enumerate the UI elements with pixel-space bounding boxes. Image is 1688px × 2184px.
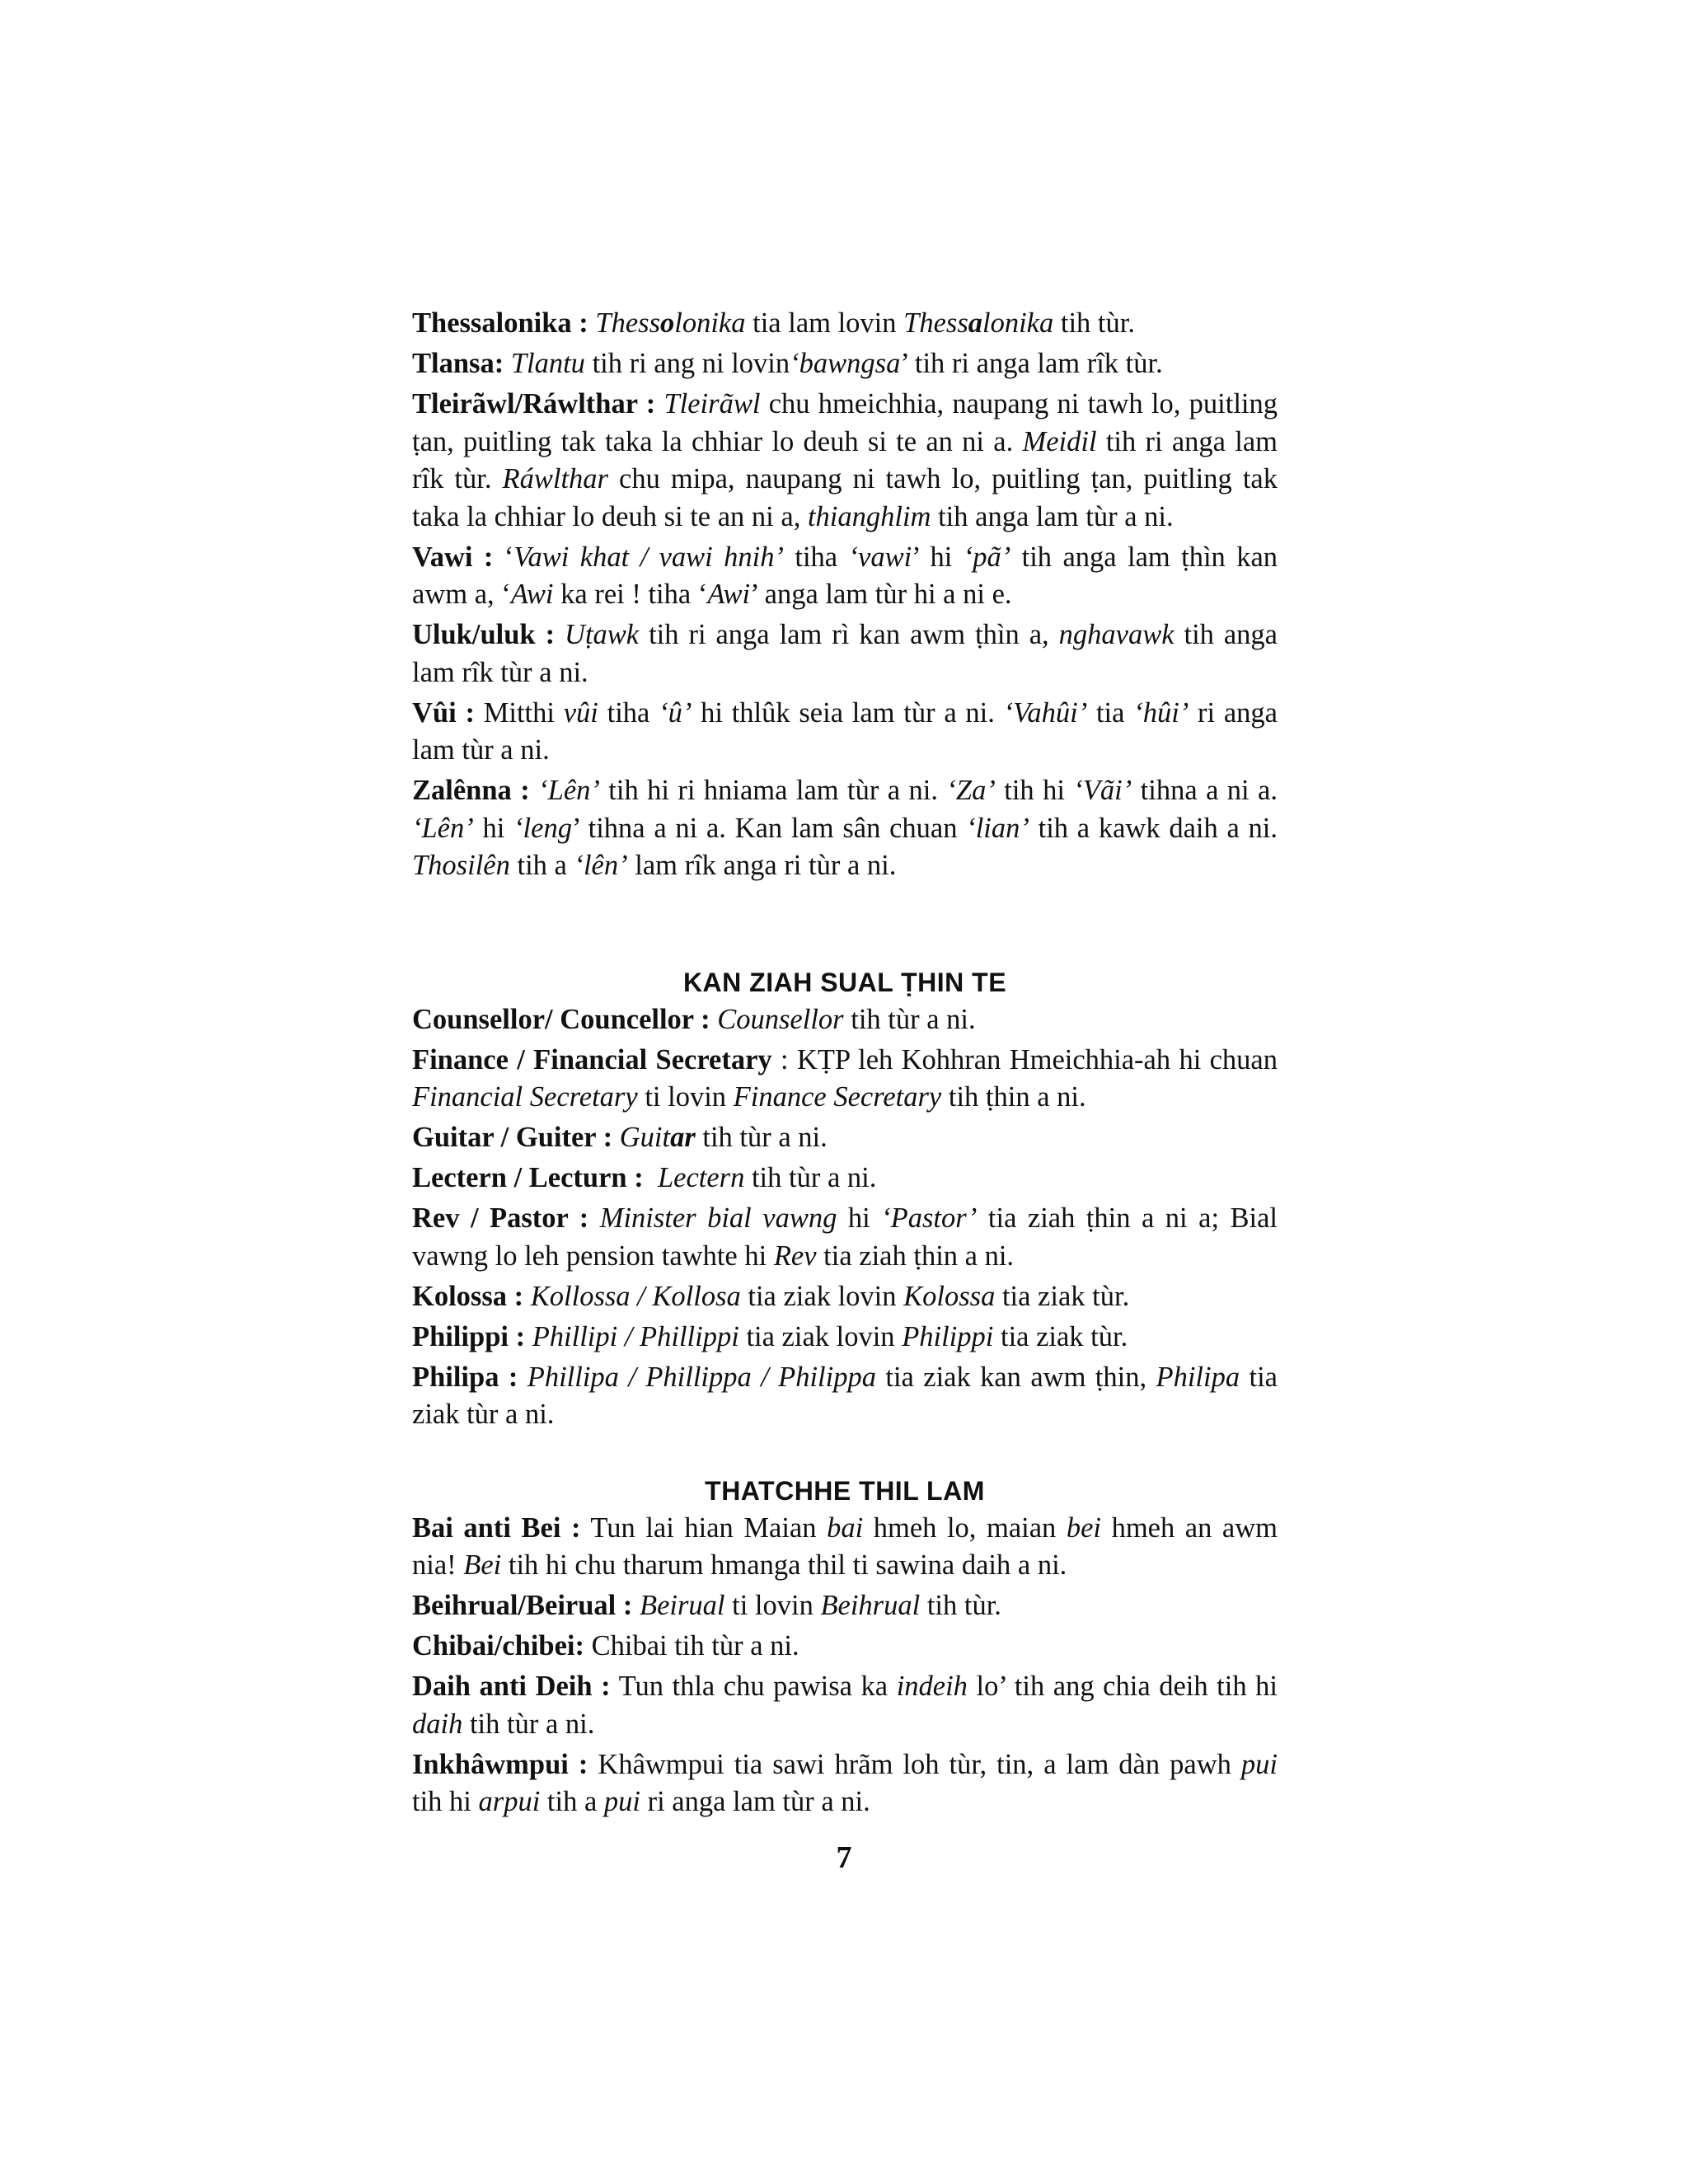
- text: tih tùr a ni.: [744, 1162, 877, 1193]
- text: ti lovin: [637, 1081, 734, 1113]
- text: Tlantu: [510, 348, 585, 379]
- text: ‘Lên’: [538, 775, 600, 806]
- text: vûi: [563, 696, 598, 729]
- text: hi thlûk seia lam tùr a ni.: [692, 696, 1004, 729]
- text: hmeh lo, maian: [863, 1511, 1067, 1544]
- text: tia ziah ṭhin a ni a; Bial vawng lo leh pension tawhte hi: [412, 1202, 1278, 1272]
- text: tia ziak tùr.: [993, 1320, 1128, 1352]
- entry-kolossa: [412, 1278, 1278, 1316]
- text: Bei: [463, 1549, 502, 1581]
- term: Philippi :: [412, 1320, 526, 1352]
- text: Thessolonika: [595, 307, 746, 339]
- text: ’ hi: [912, 541, 964, 573]
- text: Guitar: [619, 1122, 696, 1153]
- text: tih hi: [412, 1786, 479, 1817]
- text: Rev: [773, 1240, 817, 1272]
- text: tia ziah ṭhin a ni.: [816, 1240, 1015, 1272]
- entry-inkhawmpui: [412, 1746, 1278, 1821]
- term: Guitar / Guiter :: [412, 1122, 613, 1153]
- text: tih tùr a ni.: [462, 1708, 595, 1740]
- text: ’ anga lam tùr hi a ni e.: [750, 579, 1012, 610]
- text: tihna a ni a.: [1132, 775, 1278, 806]
- text: chu mipa, naupang ni tawh lo, puitling ṭan, puitling tak taka la chhiar lo deuh si te an ni a,: [412, 463, 1278, 532]
- page-content: [412, 305, 1278, 1824]
- text: tih ri ang ni lovin: [584, 348, 790, 379]
- term: Daih anti Deih :: [412, 1671, 611, 1702]
- text: ‘lian’: [966, 812, 1029, 844]
- term: Counsellor/ Councellor :: [412, 1003, 710, 1035]
- term: Vûi :: [412, 696, 475, 729]
- text: chu hmeichhia, naupang ni tawh lo, puitling ṭan, puitling tak taka la chhiar lo deuh si te an ni a.: [412, 388, 1278, 457]
- term: Philipa :: [412, 1361, 518, 1393]
- term: Bai anti Bei :: [412, 1511, 581, 1544]
- entry-tlansa: [412, 345, 1278, 383]
- text: Philippi: [902, 1320, 994, 1352]
- text: Phillipi / Phillippi: [532, 1320, 739, 1352]
- text: ‘pã’: [963, 541, 1011, 573]
- term: Kolossa :: [412, 1280, 524, 1312]
- text: Awi: [510, 579, 554, 610]
- term: Uluk/uluk :: [412, 619, 556, 650]
- text: Ráwlthar: [502, 463, 608, 494]
- text: tih a: [509, 850, 574, 881]
- text: tih hi ri hniama lam tùr a ni.: [599, 775, 947, 806]
- text: tih ṭhin a ni.: [941, 1081, 1086, 1113]
- text: ‘Za’: [946, 775, 996, 806]
- term: Beihrual/Beirual :: [412, 1590, 633, 1621]
- text: ‘leng: [513, 812, 572, 844]
- text: tih ri anga lam rîk tùr.: [412, 425, 1278, 494]
- text: Kollossa / Kollosa: [530, 1280, 741, 1312]
- entry-rev: [412, 1200, 1278, 1275]
- text: Meidil: [1022, 425, 1097, 457]
- text: ‘Pastor’: [881, 1202, 978, 1234]
- entry-uluk: [412, 616, 1278, 691]
- entry-beihrual: [412, 1587, 1278, 1625]
- text: ‘Lên’: [412, 812, 474, 844]
- entry-tleirawl: [412, 386, 1278, 536]
- text: tih tùr.: [1053, 307, 1135, 339]
- term: Vawi :: [412, 541, 494, 573]
- term: Inkhâwmpui :: [412, 1748, 588, 1780]
- text: Beihrual: [820, 1590, 921, 1621]
- text: Phillipa / Phillippa / Philippa: [527, 1361, 876, 1393]
- text: Kolossa: [903, 1280, 996, 1312]
- text: tia ziak kan awm ṭhin,: [875, 1361, 1156, 1393]
- term: Tleirãwl/Ráwlthar :: [412, 388, 656, 419]
- entry-thessalonika: [412, 305, 1278, 343]
- text: Thessalonika: [903, 307, 1054, 339]
- text: tia ziak tùr.: [995, 1280, 1130, 1312]
- text: pui: [603, 1786, 640, 1817]
- text: tia lam lovin: [745, 307, 904, 339]
- term: Lectern / Lecturn :: [412, 1162, 644, 1193]
- text: Tun thla chu pawisa ka: [610, 1671, 897, 1702]
- text: Financial Secretary: [412, 1081, 638, 1113]
- text: ri anga lam tùr a ni.: [640, 1786, 870, 1817]
- text: tih a kawk daih a ni.: [1029, 812, 1278, 844]
- text: ‘Vãi’: [1073, 775, 1132, 806]
- text: lo’ tih ang chia deih tih hi: [967, 1671, 1278, 1702]
- text: ri anga lam tùr a ni.: [412, 696, 1278, 766]
- text: Vawi khat / vawi hnih’: [513, 541, 784, 573]
- text: Lectern: [657, 1162, 745, 1193]
- text: ’ tih ri anga lam rîk tùr.: [900, 348, 1163, 379]
- text: thianghlim: [807, 500, 931, 532]
- text: daih: [412, 1708, 463, 1740]
- text: ‘û’: [659, 696, 692, 729]
- text: Tleirãwl: [663, 388, 761, 419]
- text: tih tùr.: [920, 1590, 1001, 1621]
- text: Tun lai hian Maian: [580, 1511, 828, 1544]
- term: Zalênna :: [412, 775, 530, 806]
- section-heading: THATCHHE THIL LAM: [705, 1475, 985, 1506]
- text: bai: [827, 1511, 864, 1544]
- entry-zalenna: [412, 772, 1278, 885]
- text: lam rîk anga ri tùr a ni.: [627, 850, 897, 881]
- text: ti lovin: [724, 1590, 821, 1621]
- text: Philipa: [1156, 1361, 1240, 1393]
- text: ‘vawi: [848, 541, 912, 573]
- entry-guitar: [412, 1119, 1278, 1157]
- text: tia ziak lovin: [738, 1320, 903, 1352]
- term: Thessalonika :: [412, 307, 588, 339]
- text: arpui: [478, 1786, 541, 1817]
- text: pui: [1240, 1748, 1278, 1780]
- page-number: 7: [836, 1840, 852, 1875]
- text: ’ tihna a ni a. Kan lam sân chuan: [571, 812, 967, 844]
- term: Finance / Financial Secretary: [412, 1043, 772, 1076]
- text: Counsellor: [717, 1003, 844, 1035]
- entry-vawi: [412, 539, 1278, 614]
- text: tiha: [598, 696, 659, 729]
- text: Mitthi: [474, 696, 564, 729]
- term: Tlansa:: [412, 348, 504, 379]
- term: Chibai/chibei:: [412, 1630, 584, 1661]
- text: : KṬP leh Kohhran Hmeichhia-ah hi chuan: [771, 1043, 1278, 1076]
- text: Finance Secretary: [733, 1081, 942, 1113]
- text: tia ziak tùr a ni.: [412, 1361, 1278, 1430]
- text: ‘hûi’: [1133, 696, 1189, 729]
- text: Khâwmpui tia sawi hrãm loh tùr, tin, a lam dàn pawh: [588, 1748, 1241, 1780]
- text: ka rei ! tiha ‘: [553, 579, 708, 610]
- text: nghavawk: [1058, 619, 1175, 650]
- text: hi: [473, 812, 514, 844]
- text: ‘bawngsa: [790, 348, 901, 379]
- entry-daih: [412, 1668, 1278, 1743]
- entry-counsellor: [412, 1001, 1278, 1039]
- text: tih anga lam tùr a ni.: [931, 500, 1174, 532]
- text: hmeh an awm nia!: [412, 1511, 1278, 1581]
- text: hi: [837, 1202, 882, 1234]
- text: bei: [1066, 1511, 1102, 1544]
- text: Minister bial vawng: [599, 1202, 837, 1234]
- section-heading: KAN ZIAH SUAL ṬHIN TE: [682, 967, 1007, 997]
- text: ‘Vahûi’: [1003, 696, 1088, 729]
- entry-bai: [412, 1510, 1278, 1585]
- text: tih tùr a ni.: [695, 1122, 828, 1153]
- text: Awi: [707, 579, 751, 610]
- text: ‘lên’: [574, 850, 628, 881]
- term: Rev / Pastor :: [412, 1202, 589, 1234]
- text: tih anga lam ṭhìn kan awm a, ‘: [412, 541, 1278, 610]
- entry-philippi: [412, 1319, 1278, 1357]
- text: tia: [1087, 696, 1134, 729]
- text: Beirual: [640, 1590, 725, 1621]
- entry-finance: [412, 1042, 1278, 1117]
- text: ‘: [504, 541, 514, 573]
- text: indeih: [896, 1671, 968, 1702]
- text: tih ri anga lam rì kan awm ṭhìn a,: [639, 619, 1059, 650]
- text: Thosilên: [412, 850, 510, 881]
- entry-philipa: [412, 1359, 1278, 1434]
- entry-lectern: [412, 1160, 1278, 1197]
- entry-chibai: [412, 1628, 1278, 1666]
- text: tih hi chu tharum hmanga thil ti sawina daih a ni.: [501, 1549, 1067, 1581]
- text: Chibai tih tùr a ni.: [584, 1630, 799, 1661]
- text: tih tùr a ni.: [843, 1003, 976, 1035]
- text: tiha: [783, 541, 849, 573]
- text: tia ziak lovin: [740, 1280, 904, 1312]
- text: tih hi: [995, 775, 1074, 806]
- text: Uṭawk: [565, 619, 640, 650]
- text: tih anga lam rîk tùr a ni.: [412, 619, 1278, 688]
- text: tih a: [540, 1786, 604, 1817]
- entry-vui: [412, 695, 1278, 770]
